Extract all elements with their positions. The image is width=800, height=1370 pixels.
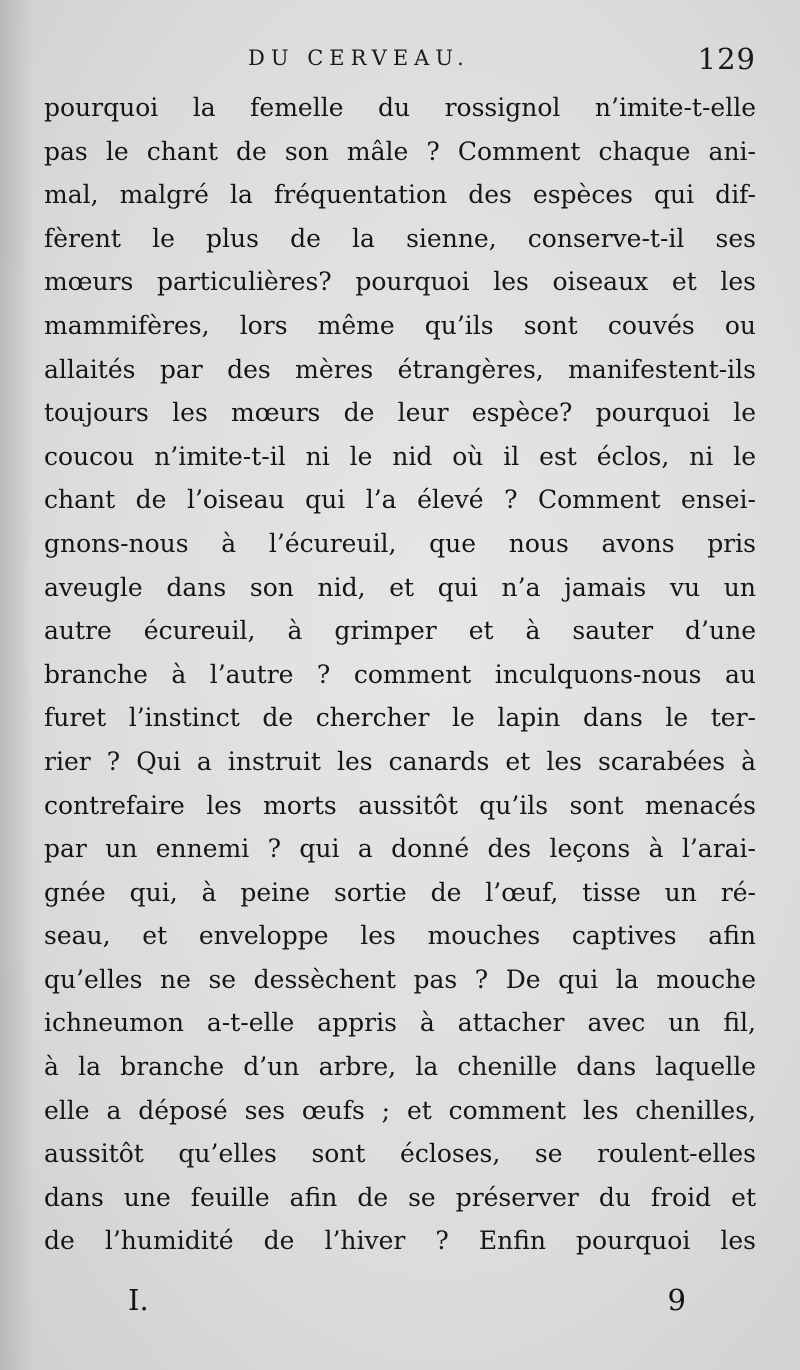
page-number: 129 bbox=[697, 42, 756, 76]
text-line: gnons-nous à l’écureuil, que nous avons pris bbox=[44, 528, 756, 558]
text-line: chant de l’oiseau qui l’a élevé ? Comment ensei- bbox=[44, 485, 756, 515]
text-line: pourquoi la femelle du rossignol n’imite-t-elle bbox=[44, 93, 756, 122]
text-line: allaités par des mères étrangères, manifestent-ils bbox=[44, 354, 756, 384]
text-line: aussitôt qu’elles sont écloses, se roulent-elles bbox=[44, 1139, 756, 1169]
text-line: branche à l’autre ? comment inculquons-nous au bbox=[44, 659, 756, 689]
text-line: coucou n’imite-t-il ni le nid où il est éclos, ni le bbox=[44, 441, 756, 471]
running-head: DU CERVEAU. bbox=[248, 46, 470, 70]
text-line: qu’elles ne se dessèchent pas ? De qui la mouche bbox=[44, 964, 756, 994]
text-line: autre écureuil, à grimper et à sauter d’une bbox=[44, 616, 756, 646]
binding-shadow bbox=[0, 0, 34, 1370]
text-line: de l’humidité de l’hiver ? Enfin pourquoi les bbox=[44, 1226, 756, 1256]
text-line: furet l’instinct de chercher le lapin dans le ter- bbox=[44, 703, 756, 733]
page-footer bbox=[128, 1283, 686, 1323]
text-line: gnée qui, à peine sortie de l’œuf, tisse un ré- bbox=[44, 877, 756, 907]
text-line: dans une feuille afin de se préserver du froid et bbox=[44, 1182, 756, 1212]
text-line: rier ? Qui a instruit les canards et les scarabées à bbox=[44, 746, 756, 776]
text-line: fèrent le plus de la sienne, conserve-t-il ses bbox=[44, 223, 756, 253]
signature-mark: 9 bbox=[667, 1283, 686, 1317]
text-line: mœurs particulières? pourquoi les oiseaux et les bbox=[44, 267, 756, 297]
text-line: par un ennemi ? qui a donné des leçons à l’arai- bbox=[44, 834, 756, 864]
text-line: seau, et enveloppe les mouches captives afin bbox=[44, 921, 756, 951]
page-header bbox=[40, 40, 756, 84]
text-line: ichneumon a-t-elle appris à attacher avec un fil, bbox=[44, 1008, 756, 1038]
text-line: aveugle dans son nid, et qui n’a jamais vu un bbox=[44, 572, 756, 602]
body-text bbox=[44, 86, 756, 1263]
text-line: contrefaire les morts aussitôt qu’ils sont menacés bbox=[44, 790, 756, 820]
text-line: elle a déposé ses œufs ; et comment les chenilles, bbox=[44, 1095, 756, 1125]
volume-mark: I. bbox=[128, 1283, 149, 1317]
text-line: toujours les mœurs de leur espèce? pourquoi le bbox=[44, 398, 756, 428]
text-line: mammifères, lors même qu’ils sont couvés ou bbox=[44, 310, 756, 340]
text-line: pas le chant de son mâle ? Comment chaque ani- bbox=[44, 136, 756, 166]
text-line: mal, malgré la fréquentation des espèces qui dif- bbox=[44, 180, 756, 210]
text-line: à la branche d’un arbre, la chenille dans laquelle bbox=[44, 1052, 756, 1082]
